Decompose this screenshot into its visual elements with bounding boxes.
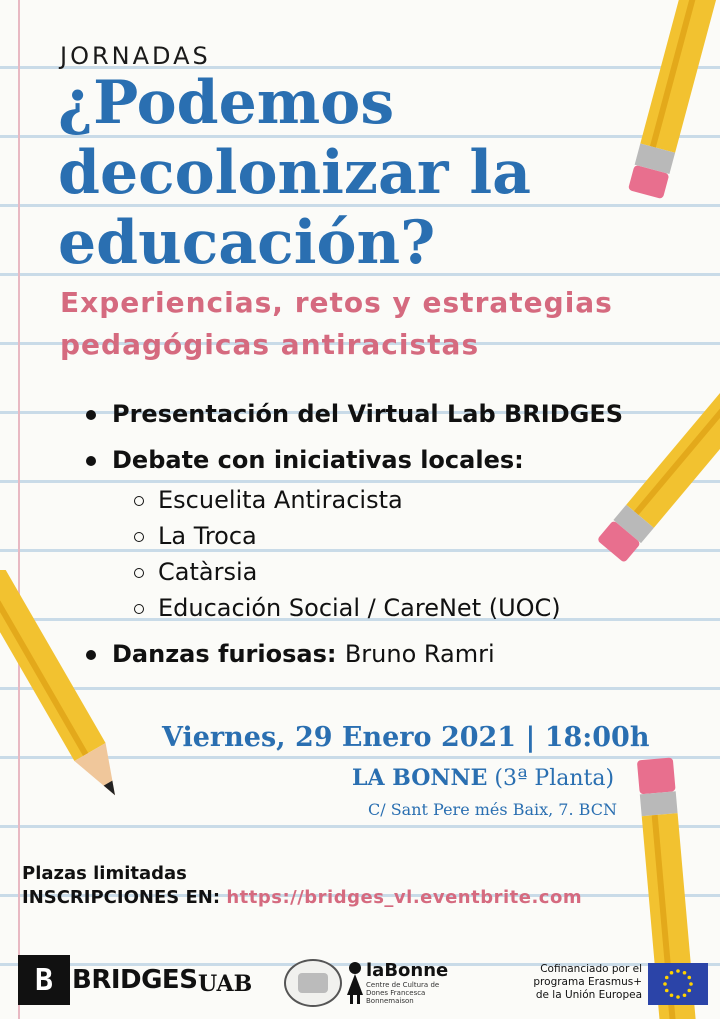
registration-info <box>22 862 582 910</box>
eu-star-icon <box>687 989 691 993</box>
subtitle-line: pedagógicas antiracistas <box>60 328 480 361</box>
venue-name: LA BONNE <box>352 765 488 791</box>
limited-seats-text: Plazas limitadas <box>22 863 187 884</box>
agenda-item-label: Danzas furiosas: <box>112 640 337 668</box>
venue-floor: (3ª Planta) <box>494 766 615 791</box>
agenda-item-text: Debate con iniciativas locales: <box>112 446 524 474</box>
woman-figure-icon <box>344 961 366 1005</box>
list-item <box>158 590 712 626</box>
eu-star-icon <box>670 971 674 975</box>
list-item-text: La Troca <box>158 522 257 550</box>
footer-logos <box>18 953 718 1009</box>
title-line: educación? <box>58 208 436 278</box>
eu-star-icon <box>687 976 691 980</box>
circle-bullet-icon <box>134 604 144 614</box>
eu-star-icon <box>670 993 674 997</box>
agenda-item <box>112 636 712 672</box>
page-subtitle <box>60 282 710 366</box>
agenda-list <box>112 396 712 682</box>
circle-bullet-icon <box>134 496 144 506</box>
agenda-item <box>112 442 712 478</box>
eu-star-icon <box>676 995 680 999</box>
event-date: Viernes, 29 Enero 2021 | 18:00h <box>162 722 650 753</box>
pencil-icon-left <box>0 570 130 830</box>
eu-star-icon <box>663 982 667 986</box>
eu-flag-icon <box>648 963 708 1005</box>
title-line: decolonizar la <box>58 138 532 208</box>
uab-logo: UAB <box>198 971 253 997</box>
eu-star-icon <box>665 976 669 980</box>
bridges-logo-word: BRIDGES <box>72 965 198 995</box>
eu-star-icon <box>665 989 669 993</box>
cofinanced-text: Cofinanciado por el programa Erasmus+ de la Unión Europea <box>533 963 642 1001</box>
agenda-item-value: Bruno Ramri <box>344 640 495 668</box>
list-item <box>158 482 712 518</box>
bullet-icon <box>86 410 96 420</box>
bridges-logo-mark: B <box>18 955 70 1005</box>
list-item-text: Catàrsia <box>158 558 258 586</box>
event-venue <box>352 765 614 791</box>
labonne-logo-tagline: Centre de Cultura de Dones Francesca Bonnemaison <box>366 981 440 1005</box>
bullet-icon <box>86 650 96 660</box>
registration-label: INSCRIPCIONES EN: <box>22 887 221 908</box>
labonne-logo <box>344 961 448 1005</box>
eu-star-icon <box>676 969 680 973</box>
bullet-icon <box>86 456 96 466</box>
event-address: C/ Sant Pere més Baix, 7. BCN <box>368 800 617 819</box>
list-item-text: Educación Social / CareNet (UOC) <box>158 594 561 622</box>
eu-star-icon <box>683 971 687 975</box>
list-item <box>158 554 712 590</box>
eu-star-icon <box>683 993 687 997</box>
registration-link[interactable]: https://bridges_vl.eventbrite.com <box>226 887 583 908</box>
title-line: ¿Podemos <box>58 68 395 138</box>
bridges-logo <box>18 955 197 1005</box>
agenda-item-text: Presentación del Virtual Lab BRIDGES <box>112 400 624 428</box>
initiatives-list <box>158 482 712 626</box>
subtitle-line: Experiencias, retos y estrategias <box>60 286 613 319</box>
labonne-logo-word: laBonne <box>366 960 449 981</box>
seal-logo <box>284 959 342 1007</box>
list-item <box>158 518 712 554</box>
eu-star-icon <box>689 982 693 986</box>
page-title <box>58 68 658 278</box>
agenda-item <box>112 396 712 432</box>
circle-bullet-icon <box>134 532 144 542</box>
event-kicker: JORNADAS <box>60 42 211 70</box>
list-item-text: Escuelita Antiracista <box>158 486 403 514</box>
circle-bullet-icon <box>134 568 144 578</box>
